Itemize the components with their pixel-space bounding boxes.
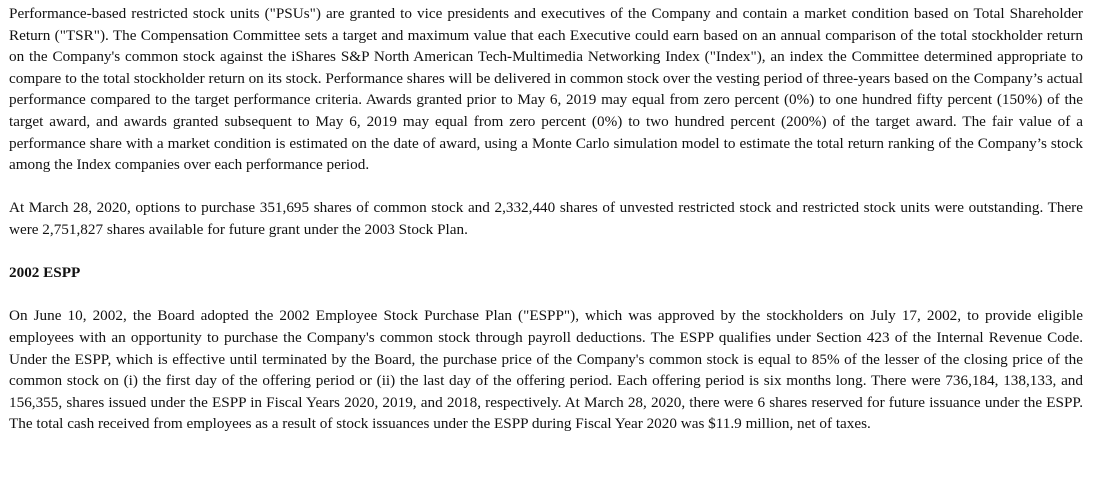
psu-paragraph: Performance-based restricted stock units ("PSUs") are granted to vice presidents and executives of the Company and contain a market condition based on Total Shareholder Return ("TSR"). The Compensation Committee sets a target and maximum value that each Executive could earn based on an annual comparison of the total stockholder return on the Company's common stock against the iShares S&P North American Tech-Multimedia Networking Index ("Index"), an index the Committee determined appropriate to compare to the total stockholder return on its stock. Performance shares will be delivered in common stock over the vesting period of three-years based on the Company’s actual performance compared to the target performance criteria. Awards granted prior to May 6, 2019 may equal from zero percent (0%) to one hundred fifty percent (150%) of the target award, and awards granted subsequent to May 6, 2019 may equal from zero percent (0%) to two hundred percent (200%) of the target award. The fair value of a performance share with a market condition is estimated on the date of award, using a Monte Carlo simulation model to estimate the total return ranking of the Company’s stock among the Index companies over each performance period.: [9, 5, 1083, 174]
document-body: [9, 3, 1083, 435]
espp-heading: 2002 ESPP: [9, 264, 81, 282]
outstanding-shares-paragraph: At March 28, 2020, options to purchase 351,695 shares of common stock and 2,332,440 shares of unvested restricted stock and restricted stock units were outstanding. There were 2,751,827 shares available for future grant under the 2003 Stock Plan.: [9, 199, 1083, 238]
espp-paragraph: On June 10, 2002, the Board adopted the 2002 Employee Stock Purchase Plan ("ESPP"), which was approved by the stockholders on July 17, 2002, to provide eligible employees with an opportunity to purchase the Company's common stock through payroll deductions. The ESPP qualifies under Section 423 of the Internal Revenue Code. Under the ESPP, which is effective until terminated by the Board, the purchase price of the Company's common stock is equal to 85% of the lesser of the closing price of the common stock on (i) the first day of the offering period or (ii) the last day of the offering period. Each offering period is six months long. There were 736,184, 138,133, and 156,355, shares issued under the ESPP in Fiscal Years 2020, 2019, and 2018, respectively. At March 28, 2020, there were 6 shares reserved for future issuance under the ESPP. The total cash received from employees as a result of stock issuances under the ESPP during Fiscal Year 2020 was $11.9 million, net of taxes.: [9, 307, 1083, 433]
